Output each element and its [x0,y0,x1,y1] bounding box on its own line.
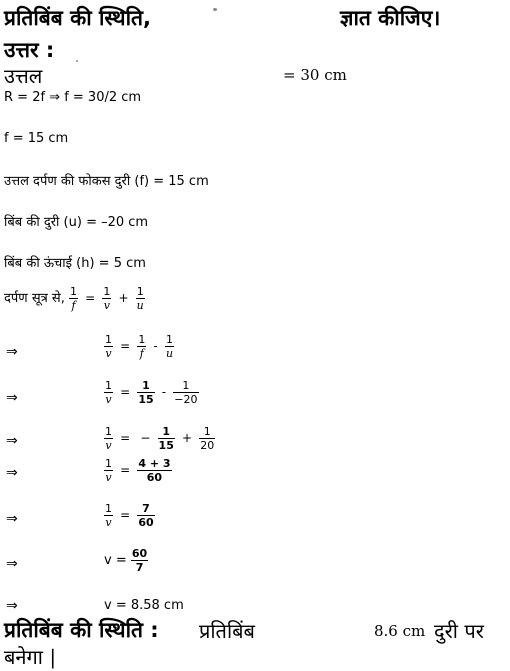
implies-arrow: ⇒ [6,511,18,527]
implies-arrow: ⇒ [6,390,18,406]
heading-right: ज्ञात कीजिए। [340,6,441,30]
line-focal: f = 15 cm [4,131,69,146]
line-object-height: बिंब की ऊंचाई (h) = 5 cm [4,256,146,271]
fraction-1-u: $\frac{1}{u}$ [136,285,144,312]
implies-arrow: ⇒ [6,556,18,572]
implies-arrow: ⇒ [6,598,18,614]
speck [76,60,78,62]
conclusion-distance: 8.6 cm [374,622,426,640]
implies-arrow: ⇒ [6,344,18,360]
given-value: = 30 cm [283,66,347,84]
fraction-1-v: $\frac{1}{v}$ [103,285,111,312]
given-word: उत्तल [4,64,43,88]
line-radius: R = 2f ⇒ f = 30/2 cm [4,90,142,105]
equation-step-6: v = $\frac{60}{7}$ [104,547,148,574]
mirror-formula: दर्पण सूत्र से, $\frac{1}{f}$ = $\frac{1}{v}$ + $\frac{1}{u}$ [4,285,144,312]
equation-step-3: $\frac{1}{v}$ = − $\frac{1}{15}$ + $\frac{1}{20}$ [105,425,215,452]
line-object-distance: बिंब की दुरी (u) = –20 cm [4,215,149,230]
conclusion-text-2: दुरी पर [434,619,484,643]
equation-step-4: $\frac{1}{v}$ = $\frac{4 + 3}{60}$ [105,457,171,484]
conclusion-text-1: प्रतिबिंब [199,619,255,643]
implies-arrow: ⇒ [6,465,18,481]
equation-step-5: $\frac{1}{v}$ = $\frac{7}{60}$ [105,502,154,529]
mirror-formula-prefix: दर्पण सूत्र से, [4,291,65,306]
speck [213,8,217,11]
implies-arrow: ⇒ [6,433,18,449]
equation-step-1: $\frac{1}{v}$ = $\frac{1}{f}$ - $\frac{1}{u}$ [105,333,174,360]
line-focal-text: उत्तल दर्पण की फोकस दुरी (f) = 15 cm [4,174,209,189]
answer-label: उत्तर : [4,38,55,62]
equation-step-2: $\frac{1}{v}$ = $\frac{1}{15}$ - $\frac{1}{-20}$ [105,379,198,406]
heading-left: प्रतिबिंब की स्थिति, [4,6,151,30]
conclusion-label: प्रतिबिंब की स्थिति : [4,618,159,642]
conclusion-text-3: बनेगा | [4,645,57,669]
final-value: v = 8.58 cm [104,598,184,613]
fraction-1-f: $\frac{1}{f}$ [69,285,77,312]
